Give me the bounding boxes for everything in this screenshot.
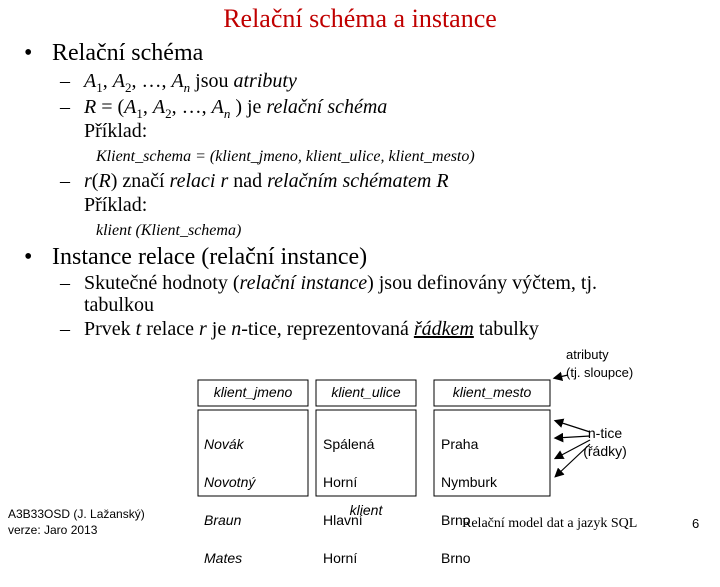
sub-bullet-relace: r(R) značí relaci r nad relačním schématem R <box>84 170 449 192</box>
attributes-note: atributy (tj. sloupce) <box>566 347 634 380</box>
sub-bullet-prvek: Prvek t relace r je n-tice, reprezentovaná řádkem tabulky <box>84 318 539 340</box>
column-header-ulice: klient_ulice <box>331 384 401 400</box>
sub-bullet-atributy: $A_1$, $A_2$, …, $A_n$ jsou atributy <box>84 70 297 95</box>
dash-marker: – <box>60 170 70 192</box>
tuples-note: n-tice (řádky) <box>583 425 627 459</box>
column-values-jmeno <box>204 416 255 587</box>
priklad-label: Příklad: <box>84 120 148 142</box>
table-cell: Brno <box>441 550 471 566</box>
sub-bullet-relacni-schema-def: $R = (A_1$, $A_2$, …, $A_n$ ) je relační schéma <box>84 96 388 121</box>
table-cell: Brno <box>441 512 471 528</box>
table-cell: Nymburk <box>441 474 498 490</box>
slide-title: Relační schéma a instance <box>223 4 497 33</box>
example-klient-schema: Klient_schema = (klient_jmeno, klient_ulice, klient_mesto) <box>96 148 475 165</box>
dash-marker: – <box>60 318 70 340</box>
sub-bullet-skutecne-hodnoty: Skutečné hodnoty (relační instance) jsou definovány výčtem, tj. <box>84 272 598 294</box>
table-caption: klient <box>349 502 383 518</box>
priklad-label: Příklad: <box>84 194 148 216</box>
sub-bullet-skutecne-hodnoty-cont: tabulkou <box>84 294 154 316</box>
table-cell: Novotný <box>204 474 256 490</box>
table-cell: Hlavní <box>323 512 363 528</box>
table-cell: Braun <box>204 512 242 528</box>
bullet-relacni-schema: Relační schéma <box>52 40 204 66</box>
page-number: 6 <box>692 516 700 531</box>
bullet-instance-relace: Instance relace (relační instance) <box>52 244 368 270</box>
footer-course: A3B33OSD (J. Lažanský) verze: Jaro 2013 <box>8 507 145 537</box>
dash-marker: – <box>60 272 70 294</box>
table-cell: Praha <box>441 436 479 452</box>
column-header-jmeno: klient_jmeno <box>213 384 293 400</box>
table-cell: Spálená <box>323 436 375 452</box>
table-cell: Mates <box>204 550 243 566</box>
example-klient: klient (Klient_schema) <box>96 222 242 239</box>
dash-marker: – <box>60 70 70 92</box>
table-cell: Horní <box>323 474 358 490</box>
dash-marker: – <box>60 96 70 118</box>
bullet-marker: • <box>24 244 33 270</box>
column-header-mesto: klient_mesto <box>452 384 532 400</box>
bullet-marker: • <box>24 40 33 66</box>
table-cell: Novák <box>204 436 244 452</box>
footer-subject: Relační model dat a jazyk SQL <box>462 516 638 531</box>
column-values-mesto <box>441 416 497 587</box>
table-cell: Horní <box>323 550 358 566</box>
